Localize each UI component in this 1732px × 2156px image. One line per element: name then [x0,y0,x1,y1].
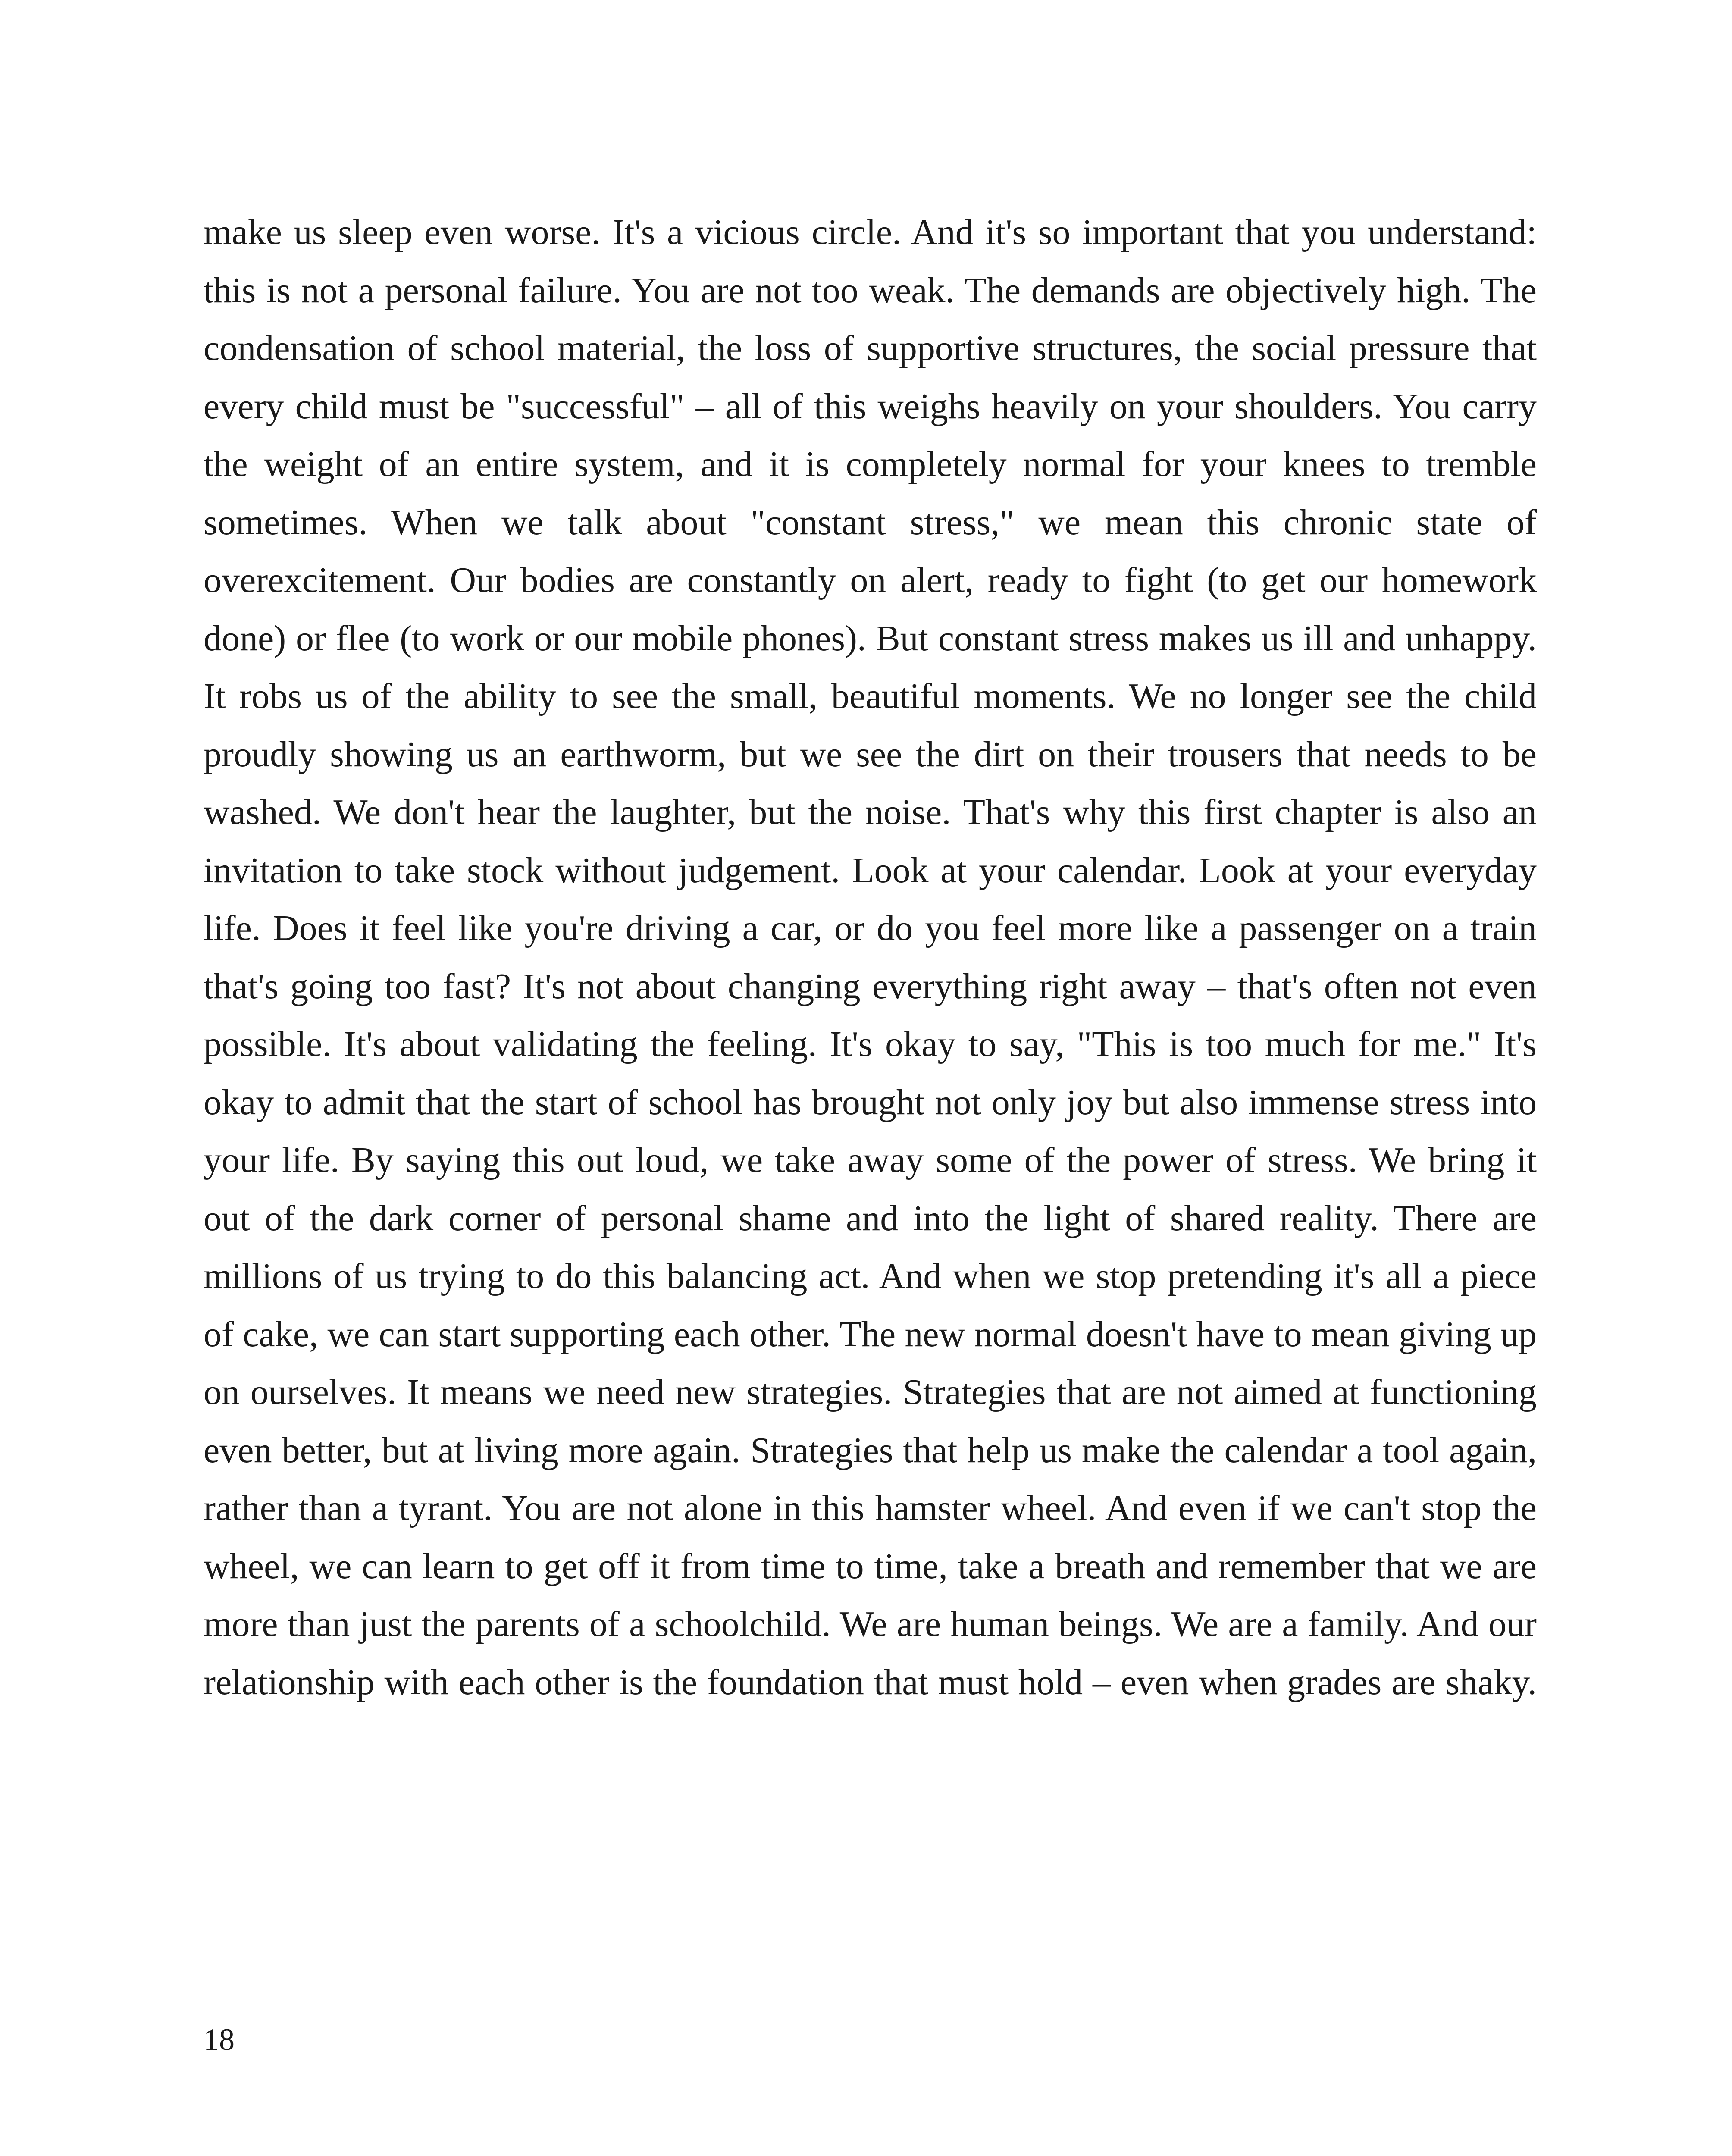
body-paragraph: make us sleep even worse. It's a vicious circle. And it's so important that you understand: this is not a personal failure. You are not too weak. The demands are objectively high. The condensation of school material, the loss of supportive structures, the social pressure that every child must be "successful" – all of this weighs heavily on your shoulders. You carry the weight of an entire system, and it is completely normal for your knees to tremble sometimes. When we talk about "constant stress," we mean this chronic state of overexcitement. Our bodies are constantly on alert, ready to fight (to get our homework done) or flee (to work or our mobile phones). But constant stress makes us ill and unhappy. It robs us of the ability to see the small, beautiful moments. We no longer see the child proudly showing us an earthworm, but we see the dirt on their trousers that needs to be washed. We don't hear the laughter, but the noise. That's why this first chapter is also an invitation to take stock without judgement. Look at your calendar. Look at your everyday life. Does it feel like you're driving a car, or do you feel more like a passenger on a train that's going too fast? It's not about changing everything right away – that's often not even possible. It's about validating the feeling. It's okay to say, "This is too much for me." It's okay to admit that the start of school has brought not only joy but also immense stress into your life. By saying this out loud, we take away some of the power of stress. We bring it out of the dark corner of personal shame and into the light of shared reality. There are millions of us trying to do this balancing act. And when we stop pretending it's all a piece of cake, we can start supporting each other. The new normal doesn't have to mean giving up on ourselves. It means we need new strategies. Strategies that are not aimed at functioning even better, but at living more again. Strategies that help us make the calendar a tool again, rather than a tyrant. You are not alone in this hamster wheel. And even if we can't stop the wheel, we can learn to get off it from time to time, take a breath and remember that we are more than just the parents of a schoolchild. We are human beings. We are a family. And our relationship with each other is the foundation that must hold – even when grades are shaky. [204,212,1537,1702]
page-number: 18 [204,2022,235,2057]
